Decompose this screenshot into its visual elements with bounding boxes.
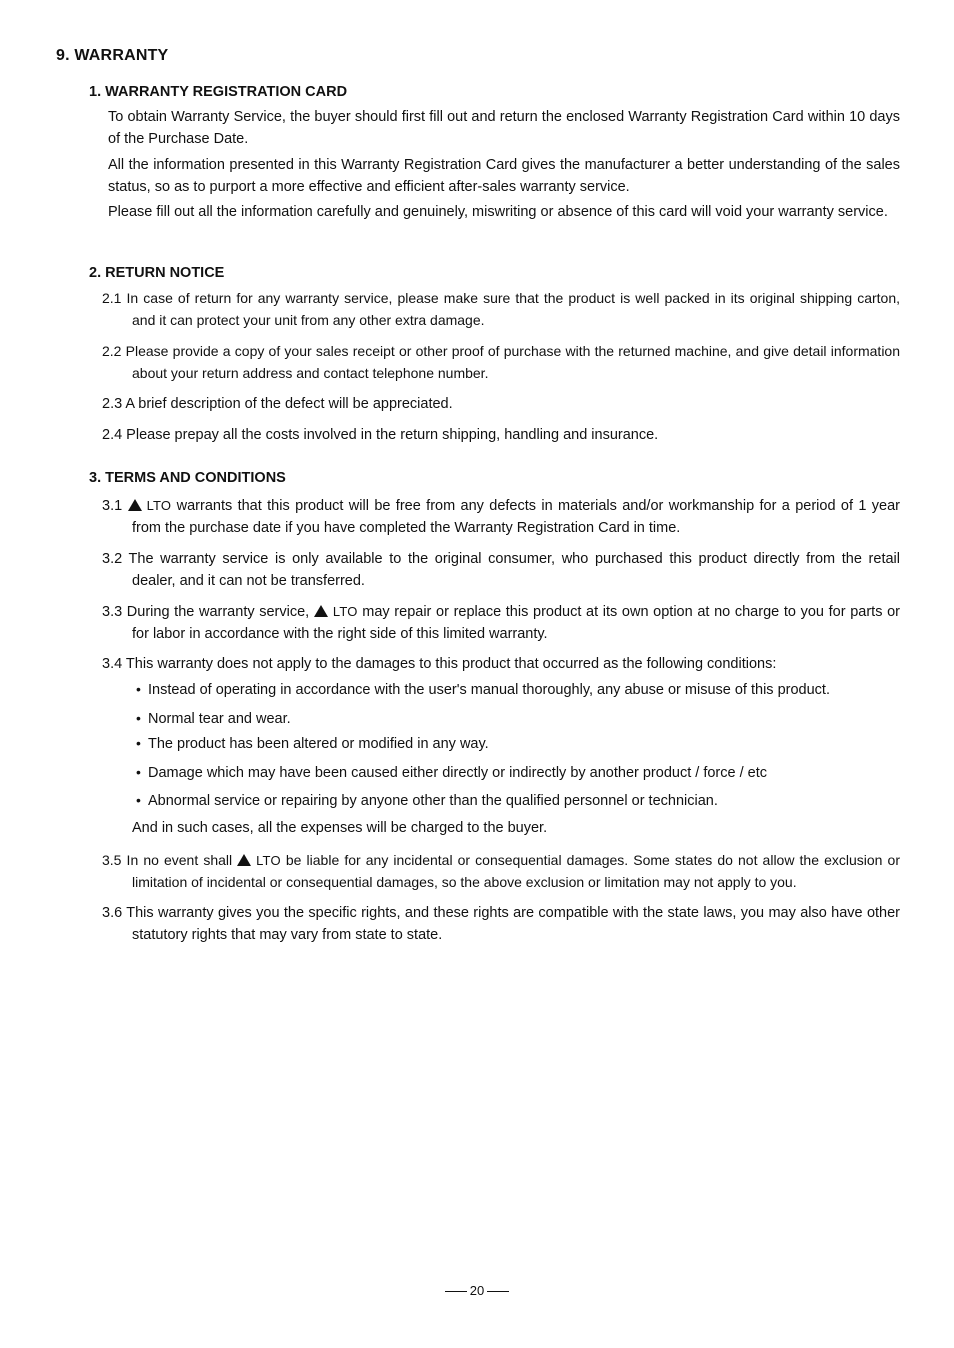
section-title-return: 2. RETURN NOTICE <box>89 265 225 281</box>
terms-item-3-1-text: warrants that this product will be free from any defects in materials and/or workmanship for a period of 1 year from the purchase date if you have completed the Warranty Registration Card in time. <box>132 498 901 536</box>
condition-bullet <box>136 762 911 784</box>
condition-bullet <box>136 708 911 730</box>
terms-item-3-5-text: be liable for any incidental or consequential damages. Some states do not allow the exclusion or limitation of incidental or consequential damages, so the above exclusion or limitation may not apply to you. <box>132 852 901 890</box>
condition-bullet <box>136 790 911 812</box>
bullet-dot-icon: • <box>136 735 141 751</box>
triangle-logo-icon <box>314 605 328 617</box>
terms-item-3-6: 3.6 This warranty gives you the specific rights, and these rights are compatible with the state laws, you may also have other statutory rights that may vary from state to state. <box>102 905 900 943</box>
brand-name: LTO <box>256 853 281 868</box>
return-item-2-1: 2.1 In case of return for any warranty service, please make sure that the product is well packed in its original shipping carton, and it can protect your unit from any other extra damage. <box>102 290 900 328</box>
triangle-logo-icon <box>128 499 142 511</box>
terms-item-3-2: 3.2 The warranty service is only available to the original consumer, who purchased this product directly from the retail dealer, and it can not be transferred. <box>102 551 900 589</box>
terms-item-3-3-text: may repair or replace this product at its own option at no charge to you for parts or for labor in accordance with the right side of this limited warranty. <box>132 604 901 642</box>
condition-bullet-text: Instead of operating in accordance with the user's manual thoroughly, any abuse or misuse of this product. <box>148 682 830 698</box>
bullet-dot-icon: • <box>136 710 141 726</box>
terms-item-3-1 <box>102 495 900 539</box>
terms-closing-note: And in such cases, all the expenses will be charged to the buyer. <box>132 820 548 836</box>
terms-item-3-3-prefix: 3.3 During the warranty service, <box>102 604 314 620</box>
page-title: 9. WARRANTY <box>56 47 169 64</box>
terms-item-3-5-prefix: 3.5 In no event shall <box>102 852 238 868</box>
terms-item-3-3 <box>102 601 900 645</box>
brand-logo <box>128 495 172 518</box>
condition-bullet-text: Normal tear and wear. <box>148 711 291 727</box>
section-title-registration: 1. WARRANTY REGISTRATION CARD <box>89 84 348 100</box>
bullet-dot-icon: • <box>136 792 141 808</box>
brand-name: LTO <box>332 604 358 619</box>
page-footer <box>0 1283 954 1298</box>
page-number: 20 <box>469 1283 485 1298</box>
condition-bullet-text: Damage which may have been caused either directly or indirectly by another product / force / etc <box>148 765 767 781</box>
bullet-dot-icon: • <box>136 681 141 697</box>
registration-paragraph-3: Please fill out all the information carefully and genuinely, miswriting or absence of this card will void your warranty service. <box>108 204 888 220</box>
condition-bullet-text: The product has been altered or modified in any way. <box>148 736 489 752</box>
condition-bullet-text: Abnormal service or repairing by anyone other than the qualified personnel or technician. <box>148 793 718 809</box>
footer-rule-left <box>445 1291 467 1292</box>
condition-bullet <box>136 679 911 701</box>
terms-item-3-5 <box>102 850 900 893</box>
condition-bullet <box>136 733 911 755</box>
brand-name: LTO <box>146 498 172 513</box>
footer-rule-right <box>487 1291 509 1292</box>
registration-paragraph-1: To obtain Warranty Service, the buyer should first fill out and return the enclosed Warranty Registration Card within 10 days of the Purchase Date. <box>108 109 900 147</box>
return-item-2-3: 2.3 A brief description of the defect will be appreciated. <box>102 396 453 412</box>
triangle-logo-icon <box>237 854 251 866</box>
registration-paragraph-2: All the information presented in this Warranty Registration Card gives the manufacturer a better understanding of the sales status, so as to purport a more effective and efficient after-sales warranty service. <box>108 157 900 195</box>
section-title-terms: 3. TERMS AND CONDITIONS <box>89 470 286 486</box>
bullet-dot-icon: • <box>136 764 141 780</box>
return-item-2-2: 2.2 Please provide a copy of your sales receipt or other proof of purchase with the returned machine, and give detail information about your return address and contact telephone number. <box>102 343 900 381</box>
brand-logo <box>314 601 358 624</box>
terms-item-3-1-prefix: 3.1 <box>102 498 128 514</box>
terms-item-3-4: 3.4 This warranty does not apply to the damages to this product that occurred as the following conditions: <box>102 656 777 672</box>
return-item-2-4: 2.4 Please prepay all the costs involved in the return shipping, handling and insurance. <box>102 427 659 443</box>
brand-logo <box>237 850 281 872</box>
